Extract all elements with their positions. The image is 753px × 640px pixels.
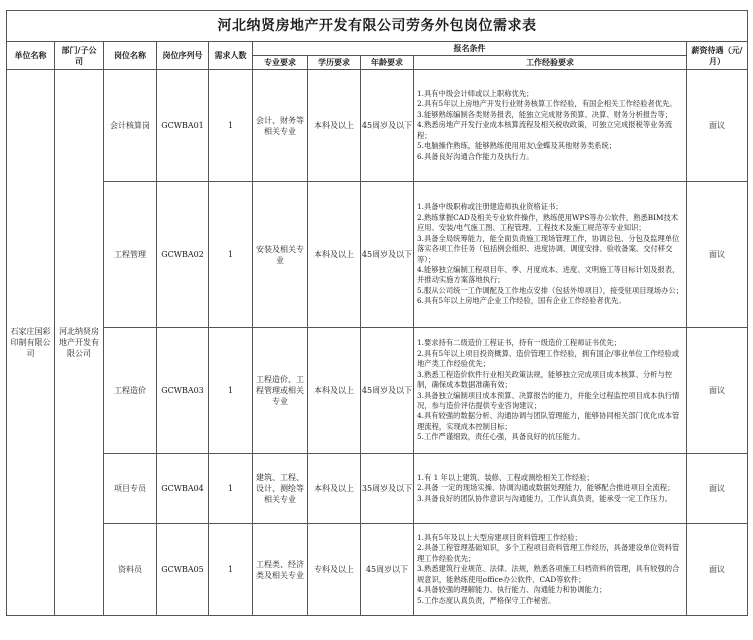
major-cell: 建筑、工程、设计、测绘等相关专业 xyxy=(253,454,308,524)
major-cell: 会计、财务等相关专业 xyxy=(253,70,308,182)
requirement-line: 5.电脑操作熟练，能够熟练使用用友\金蝶及其他财务类系统； xyxy=(417,141,617,151)
count-cell: 1 xyxy=(209,524,253,616)
major-cell: 工程造价、工程管理或相关专业 xyxy=(253,328,308,454)
requirement-line: 1.有 1 年以上建筑、装修、工程或测绘相关工作经验； xyxy=(417,472,594,482)
code-cell: GCWBA02 xyxy=(157,182,209,328)
age-cell: 45周岁以下 xyxy=(361,524,414,616)
requirement-line: 4.能够独立编制工程项目年、季、月度成本、进度、文明施工等目标计划及报表，并推动实施方案落地执行； xyxy=(417,264,680,285)
major-cell: 工程类、经济类及相关专业 xyxy=(253,524,308,616)
salary-cell: 面议 xyxy=(687,328,748,454)
requirement-line: 4.具备较强的理解能力、执行能力、沟通能力和协调能力； xyxy=(417,585,607,595)
requirement-line: 2.具备 一定的现场实操、协调沟通或数据处理能力，能够配合推进项目全流程； xyxy=(417,483,675,493)
requirement-line: 3.熟悉建筑行业规范、法律、法规，熟悉各项施工归档资料的管理，具有较强的合规意识，能熟练使用office办公软件、CAD等软件； xyxy=(417,564,680,584)
job-requirements-sheet xyxy=(6,10,747,616)
dept-name-cell: 河北纳贤房地产开发有限公司 xyxy=(55,70,104,616)
age-cell: 45周岁及以下 xyxy=(361,70,414,182)
code-cell: GCWBA01 xyxy=(157,70,209,182)
table-row xyxy=(7,524,748,616)
page-title: 河北纳贤房地产开发有限公司劳务外包岗位需求表 xyxy=(7,11,748,42)
requirement-line: 4.具有较强的数据分析、沟通协调与团队管理能力，能够协同相关部门优化成本管理流程，实现成本控制目标； xyxy=(417,411,680,431)
header-major: 专业要求 xyxy=(253,56,308,70)
experience-cell xyxy=(414,328,687,454)
requirement-line: 2.具有5年以上房地产开发行业财务核算工作经验，有国企相关工作经验者优先。 xyxy=(417,99,677,109)
table-row xyxy=(7,182,748,328)
requirement-line: 1.具备中级职称或注册建造师执业资格证书； xyxy=(417,202,563,212)
count-cell: 1 xyxy=(209,328,253,454)
requirement-line: 6.具有5年以上房地产企业工作经验，国有企业工作经验者优先。 xyxy=(417,296,626,306)
requirement-line: 3.具备独立编制项目成本预算、决算报告的能力，并能全过程监控项目成本执行情况，参与造价评估提供专业咨询建议； xyxy=(417,390,680,410)
edu-cell: 本科及以上 xyxy=(308,454,361,524)
header-salary: 薪资待遇（元/月） xyxy=(687,42,748,70)
requirement-line: 2.熟练掌握CAD及相关专业软件操作，熟练使用WPS等办公软件，熟悉BIM技术应用、安装/电气施工图、工程管理、工程技术及施工规范等专业知识； xyxy=(417,212,679,233)
header-dept: 部门/子公司 xyxy=(55,42,104,70)
requirement-line: 6.具备良好沟通合作能力及执行力。 xyxy=(417,151,534,161)
table-row xyxy=(7,70,748,182)
salary-cell: 面议 xyxy=(687,454,748,524)
position-cell: 工程造价 xyxy=(104,328,157,454)
requirement-line: 3.具备良好的团队协作意识与沟通能力，工作认真负责，能承受一定工作压力。 xyxy=(417,493,673,503)
position-cell: 项目专员 xyxy=(104,454,157,524)
requirement-line: 5.工作态度认真负责，严格保守工作秘密。 xyxy=(417,595,556,605)
table-row xyxy=(7,454,748,524)
header-position: 岗位名称 xyxy=(104,42,157,70)
requirement-line: 3.熟悉工程造价软件行业相关政策法规，能够独立完成项目成本核算、分析与控制，确保成本数据准确有效； xyxy=(417,369,673,390)
code-cell: GCWBA03 xyxy=(157,328,209,454)
edu-cell: 专科及以上 xyxy=(308,524,361,616)
position-cell: 会计核算岗 xyxy=(104,70,157,182)
requirement-line: 1.具有中级会计师或以上职称优先； xyxy=(417,89,534,99)
count-cell: 1 xyxy=(209,70,253,182)
header-age: 年龄要求 xyxy=(361,56,414,70)
edu-cell: 本科及以上 xyxy=(308,328,361,454)
code-cell: GCWBA04 xyxy=(157,454,209,524)
requirement-line: 1.具有5年及以上大型房建项目资料管理工作经验； xyxy=(417,533,582,543)
age-cell: 45周岁及以下 xyxy=(361,182,414,328)
header-code: 岗位序列号 xyxy=(157,42,209,70)
requirement-line: 2.具有5年以上项目投资概算、造价管理工作经验，拥有国企/事业单位工作经验或地产类工作经验优先； xyxy=(417,348,680,369)
major-cell: 安装及相关专业 xyxy=(253,182,308,328)
requirement-line: 4.熟悉房地产开发行业成本核算流程及相关税收政策，可独立完成报税等业务流程； xyxy=(417,120,673,140)
experience-cell xyxy=(414,70,687,182)
requirement-line: 5.服从公司统一工作调配及工作地点安排（包括外埠项目），接受驻项目现场办公； xyxy=(417,285,683,295)
code-cell: GCWBA05 xyxy=(157,524,209,616)
header-conditions: 报名条件 xyxy=(253,42,687,56)
requirement-line: 2.具备工程管理基础知识，多个工程项目资料管理工作经历，具备建设单位资料管理工作经验优先； xyxy=(417,543,680,563)
experience-cell xyxy=(414,524,687,616)
requirement-line: 1.要求持有二级造价工程证书，持有一级造价工程师证书优先； xyxy=(417,338,621,348)
age-cell: 35周岁及以下 xyxy=(361,454,414,524)
salary-cell: 面议 xyxy=(687,182,748,328)
unit-name-cell: 石家庄国彩印制有限公司 xyxy=(7,70,55,616)
experience-cell xyxy=(414,454,687,524)
header-experience: 工作经验要求 xyxy=(414,56,687,70)
salary-cell: 面议 xyxy=(687,524,748,616)
salary-cell: 面议 xyxy=(687,70,748,182)
count-cell: 1 xyxy=(209,454,253,524)
requirement-line: 5.工作严谨细致，责任心强，具备良好的抗压能力。 xyxy=(417,432,585,442)
header-count: 需求人数 xyxy=(209,42,253,70)
table-row xyxy=(7,328,748,454)
count-cell: 1 xyxy=(209,182,253,328)
requirements-table xyxy=(6,10,748,616)
position-cell: 工程管理 xyxy=(104,182,157,328)
experience-cell xyxy=(414,182,687,328)
edu-cell: 本科及以上 xyxy=(308,182,361,328)
position-cell: 资料员 xyxy=(104,524,157,616)
requirement-line: 3.具备全局统筹能力，能全面负责施工现场管理工作，协调总包、分包及监理单位落实各项工作任务（包括例会组织、进度协调、调度安排、验收备案、交付移交等）； xyxy=(417,233,680,264)
requirement-line: 3.能够熟练编制各类财务报表，能独立完成财务预算、决算、财务分析报告等； xyxy=(417,109,673,119)
edu-cell: 本科及以上 xyxy=(308,70,361,182)
header-edu: 学历要求 xyxy=(308,56,361,70)
age-cell: 45周岁及以下 xyxy=(361,328,414,454)
header-unit: 单位名称 xyxy=(7,42,55,70)
